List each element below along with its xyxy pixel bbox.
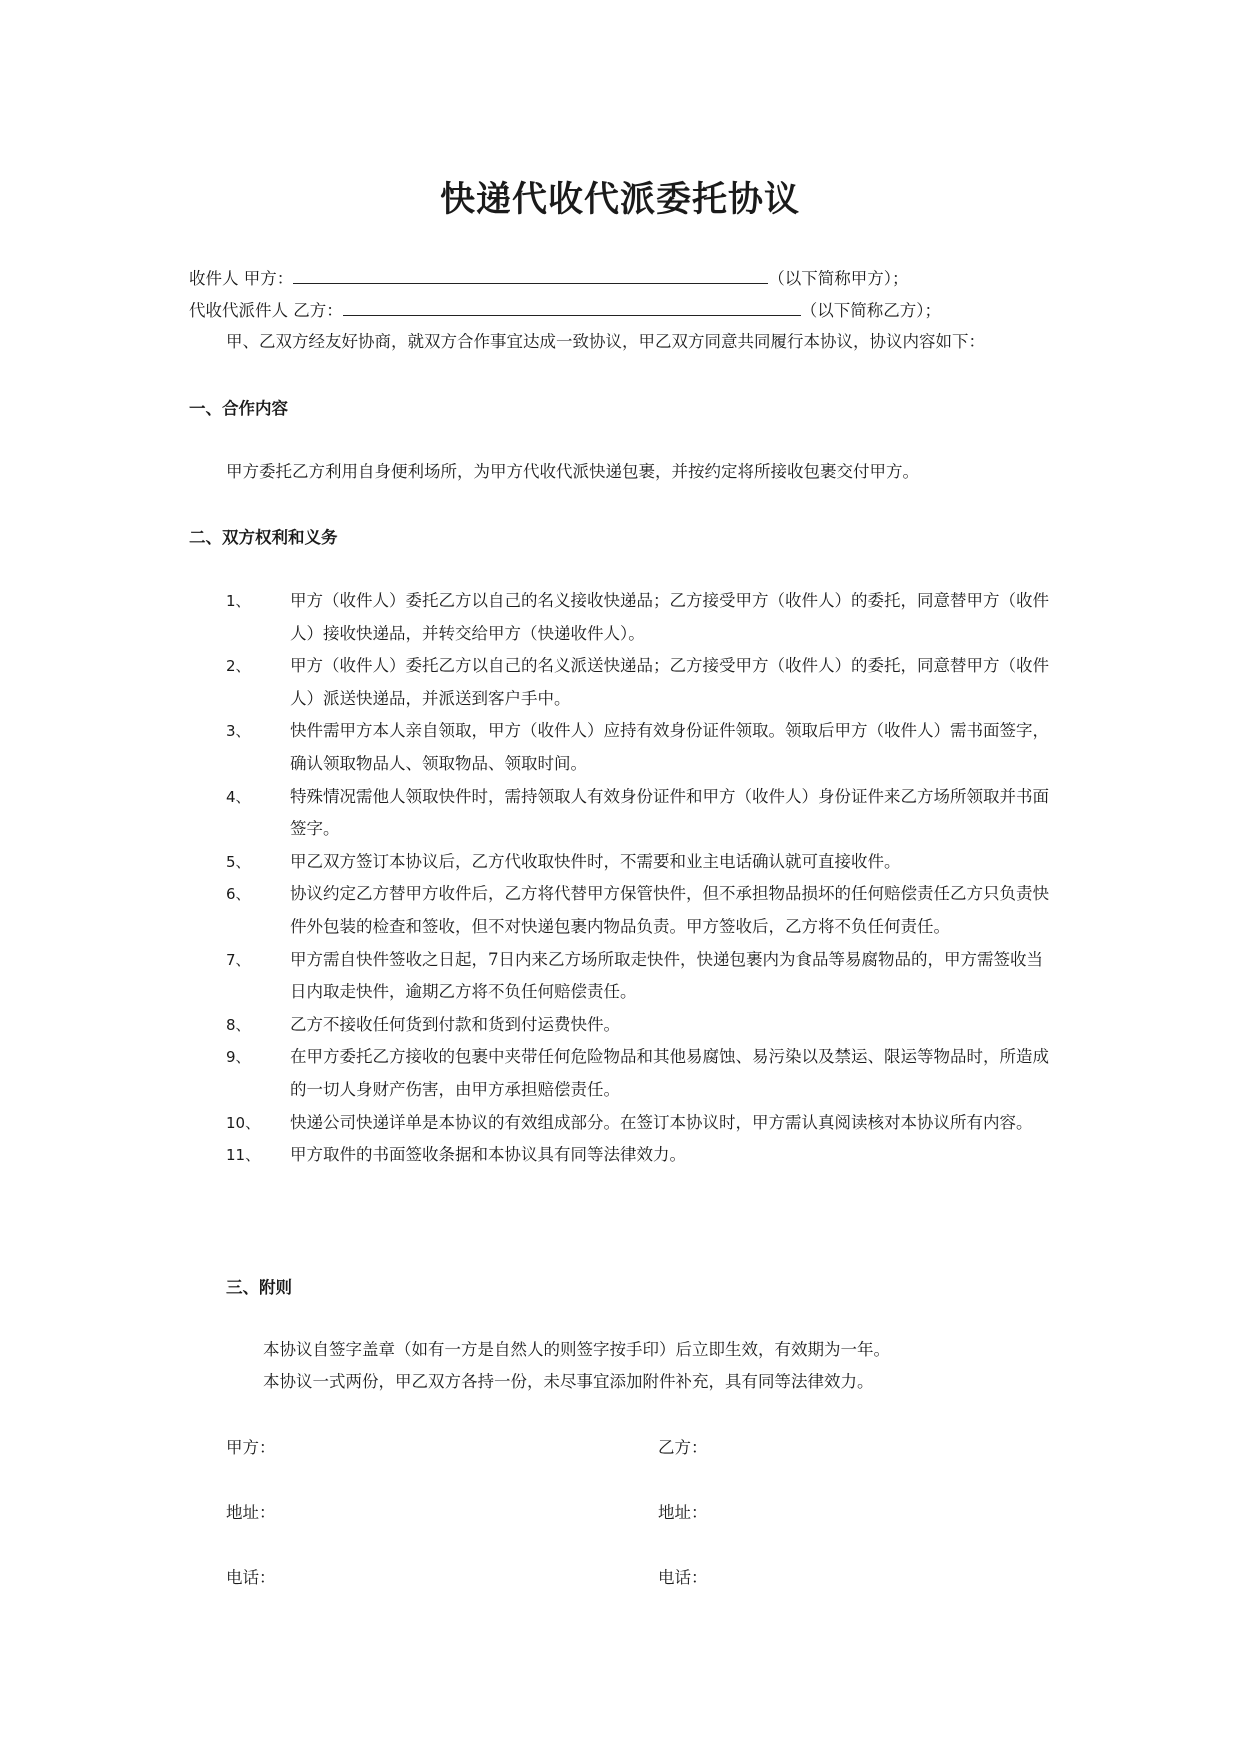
item-text: 快件需甲方本人亲自领取，甲方（收件人）应持有效身份证件领取。领取后甲方（收件人）需书面签字，确认领取物品人、领取物品、领取时间。 <box>290 721 1049 773</box>
list-item <box>226 1009 1056 1042</box>
item-number: 6、 <box>226 885 251 904</box>
item-number: 10、 <box>226 1113 261 1132</box>
party-a-signature-label: 甲方： <box>226 1438 276 1457</box>
party-a-suffix: （以下简称甲方）； <box>768 269 909 288</box>
section1-heading: 一、合作内容 <box>189 399 288 418</box>
section3-heading: 三、附则 <box>226 1278 292 1297</box>
item-text: 乙方不接收任何货到付款和货到付运费快件。 <box>290 1014 620 1034</box>
item-number: 2、 <box>226 657 251 676</box>
item-text: 快递公司快递详单是本协议的有效组成部分。在签订本协议时，甲方需认真阅读核对本协议所有内容。 <box>290 1112 1033 1132</box>
item-number: 9、 <box>226 1048 251 1067</box>
party-b-phone-label: 电话： <box>658 1568 708 1587</box>
party-a-blank <box>293 265 768 284</box>
section3-line-2: 本协议一式两份，甲乙双方各持一份，未尽事宜添加附件补充，具有同等法律效力。 <box>263 1372 874 1391</box>
party-a-address-label: 地址： <box>226 1503 276 1522</box>
list-item <box>226 585 1056 650</box>
item-number: 7、 <box>226 950 251 969</box>
list-item <box>226 1041 1056 1106</box>
party-b-suffix: （以下简称乙方）； <box>800 301 941 320</box>
list-item <box>226 846 1056 879</box>
item-number: 3、 <box>226 722 251 741</box>
item-number: 8、 <box>226 1015 251 1034</box>
party-b-address-label: 地址： <box>658 1503 708 1522</box>
item-text: 甲方需自快件签收之日起，7日内来乙方场所取走快件，快递包裹内为食品等易腐物品的，甲方需签收当日内取走快件，逾期乙方将不负任何赔偿责任。 <box>290 949 1043 1002</box>
item-number: 1、 <box>226 592 251 610</box>
item-number: 4、 <box>226 787 251 806</box>
list-item <box>226 1139 1056 1172</box>
party-a-line <box>189 265 909 291</box>
list-item <box>226 781 1056 846</box>
section2-heading: 二、双方权利和义务 <box>189 528 338 547</box>
intro-paragraph: 甲、乙双方经友好协商，就双方合作事宜达成一致协议，甲乙双方同意共同履行本协议，协议内容如下： <box>226 332 985 351</box>
party-a-label: 收件人 甲方： <box>189 269 294 288</box>
item-text: 甲方（收件人）委托乙方以自己的名义派送快递品；乙方接受甲方（收件人）的委托，同意替甲方（收件人）派送快递品，并派送到客户手中。 <box>290 656 1049 708</box>
party-b-line <box>189 297 941 323</box>
item-text: 特殊情况需他人领取快件时，需持领取人有效身份证件和甲方（收件人）身份证件来乙方场所领取并书面签字。 <box>290 786 1049 839</box>
party-b-signature-label: 乙方： <box>658 1438 708 1457</box>
item-text: 甲乙双方签订本协议后，乙方代收取快件时，不需要和业主电话确认就可直接收件。 <box>290 851 901 871</box>
item-text: 在甲方委托乙方接收的包裹中夹带任何危险物品和其他易腐蚀、易污染以及禁运、限运等物品时，所造成的一切人身财产伤害，由甲方承担赔偿责任。 <box>290 1047 1049 1099</box>
list-item <box>226 878 1056 943</box>
item-text: 甲方（收件人）委托乙方以自己的名义接收快递品；乙方接受甲方（收件人）的委托，同意替甲方（收件人）接收快递品，并转交给甲方（快递收件人）。 <box>290 591 1049 643</box>
item-number: 11、 <box>226 1146 261 1165</box>
item-text: 甲方取件的书面签收条据和本协议具有同等法律效力。 <box>290 1145 686 1165</box>
party-a-phone-label: 电话： <box>226 1568 276 1587</box>
party-b-label: 代收代派件人 乙方： <box>189 301 343 320</box>
section1-text: 甲方委托乙方利用自身便利场所，为甲方代收代派快递包裹，并按约定将所接收包裹交付甲方。 <box>226 462 919 481</box>
item-number: 5、 <box>226 852 251 871</box>
list-item <box>226 650 1056 715</box>
list-item <box>226 1107 1056 1140</box>
list-item <box>226 715 1056 780</box>
obligations-list <box>226 585 1056 1172</box>
list-item <box>226 944 1056 1009</box>
item-text: 协议约定乙方替甲方收件后，乙方将代替甲方保管快件，但不承担物品损坏的任何赔偿责任乙方只负责快件外包装的检查和签收，但不对快递包裹内物品负责。甲方签收后，乙方将不负任何责任。 <box>290 884 1049 936</box>
party-b-blank <box>343 297 801 316</box>
section3-line-1: 本协议自签字盖章（如有一方是自然人的则签字按手印）后立即生效，有效期为一年。 <box>263 1340 890 1359</box>
document-title: 快递代收代派委托协议 <box>439 180 800 220</box>
